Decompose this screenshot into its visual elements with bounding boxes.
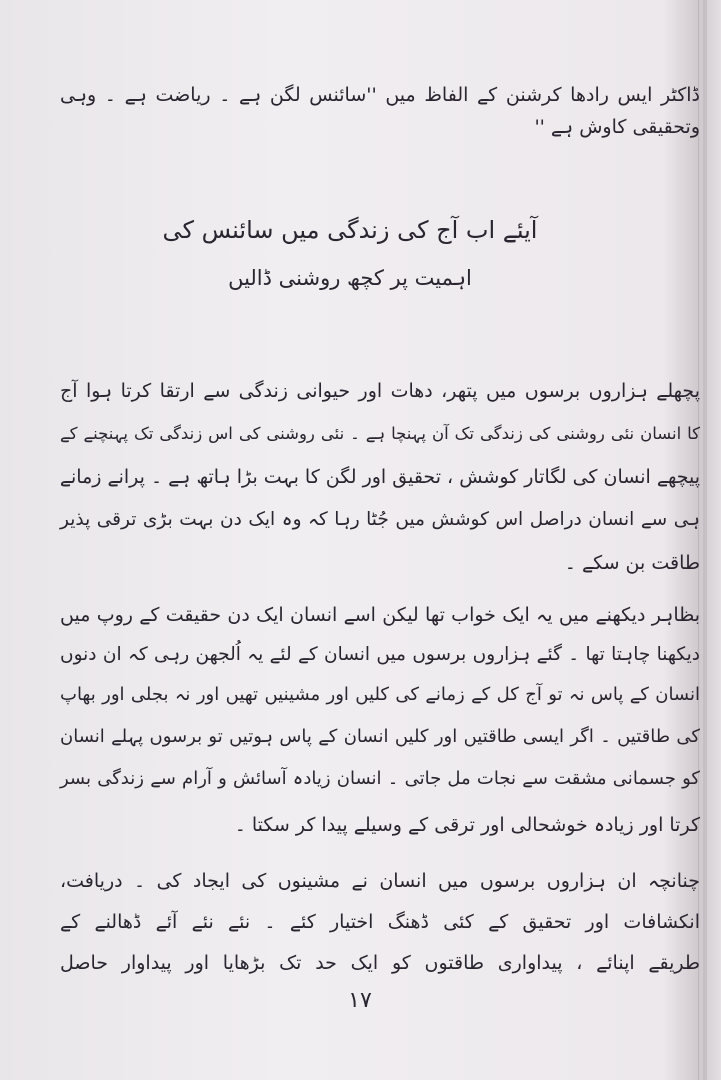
section-heading-line-2: اہمیت پر کچھ روشنی ڈالیں (228, 266, 472, 290)
quote-line-1: ڈاکٹر ایس رادھا کرشنن کے الفاظ میں ''سائنس لگن ہے ۔ ریاضت ہے ۔ وہی (60, 84, 700, 106)
p2-line-2: دیکھنا چاہتا تھا ۔ گئے ہزاروں برسوں میں انسان کے لئے یہ اُلجھن رہی کہ ان دنوں (60, 644, 700, 665)
p2-line-1: بظاہر دیکھنے میں یہ ایک خواب تھا لیکن اسے انسان ایک دن حقیقت کے روپ میں (60, 604, 700, 626)
p1-line-5: طاقت بن سکے ۔ (564, 552, 700, 574)
page-number: ۱۷ (348, 988, 372, 1013)
p1-line-2: کا انسان نئی روشنی کی زندگی تک آن پہنچا ہے ۔ نئی روشنی کی اس زندگی تک پہنچنے کے (60, 424, 700, 443)
p1-line-4: ہی سے انسان دراصل اس کوشش میں جُٹا رہا کہ وہ ایک دن بہت بڑی ترقی پذیر (60, 509, 700, 530)
p1-line-1: پچھلے ہزاروں برسوں میں پتھر، دھات اور حیوانی زندگی سے ارتقا کرتا ہوا آج (60, 380, 700, 402)
p3-line-2: انکشافات اور تحقیق کے کئی ڈھنگ اختیار کئے ۔ نئے نئے آئے ڈھالنے کے (60, 911, 700, 933)
p2-line-5: کو جسمانی مشقت سے نجات مل جاتی ۔ انسان زیادہ آسائش و آرام سے زندگی بسر (60, 768, 700, 789)
section-heading-line-1: آیئے اب آج کی زندگی میں سائنس کی (162, 216, 538, 244)
book-spine-shadow (703, 0, 707, 1080)
p3-line-3: طریقے اپنائے ، پیداواری طاقتوں کو ایک حد تک بڑھایا اور پیداوار حاصل (60, 952, 700, 974)
quote-line-2: وتحقیقی کاوش ہے '' (534, 116, 700, 138)
p2-line-4: کی طاقتیں ۔ اگر ایسی طاقتیں اور کلیں انسان کے پاس ہوتیں تو برسوں پہلے انسان (60, 726, 700, 747)
p3-line-1: چنانچہ ان ہزاروں برسوں میں انسان نے مشینوں کی ایجاد کی ۔ دریافت، (60, 870, 700, 892)
p1-line-3: پیچھے انسان کی لگاتار کوشش ، تحقیق اور لگن کا بہت بڑا ہاتھ ہے ۔ پرانے زمانے (59, 466, 700, 488)
p2-line-6: کرتا اور زیادہ خوشحالی اور ترقی کے وسیلے پیدا کر سکتا ۔ (234, 814, 700, 836)
p2-line-3: انسان کے پاس نہ تو آج کل کے زمانے کی کلیں اور مشینیں تھیں اور نہ بجلی اور بھاپ (60, 684, 700, 705)
